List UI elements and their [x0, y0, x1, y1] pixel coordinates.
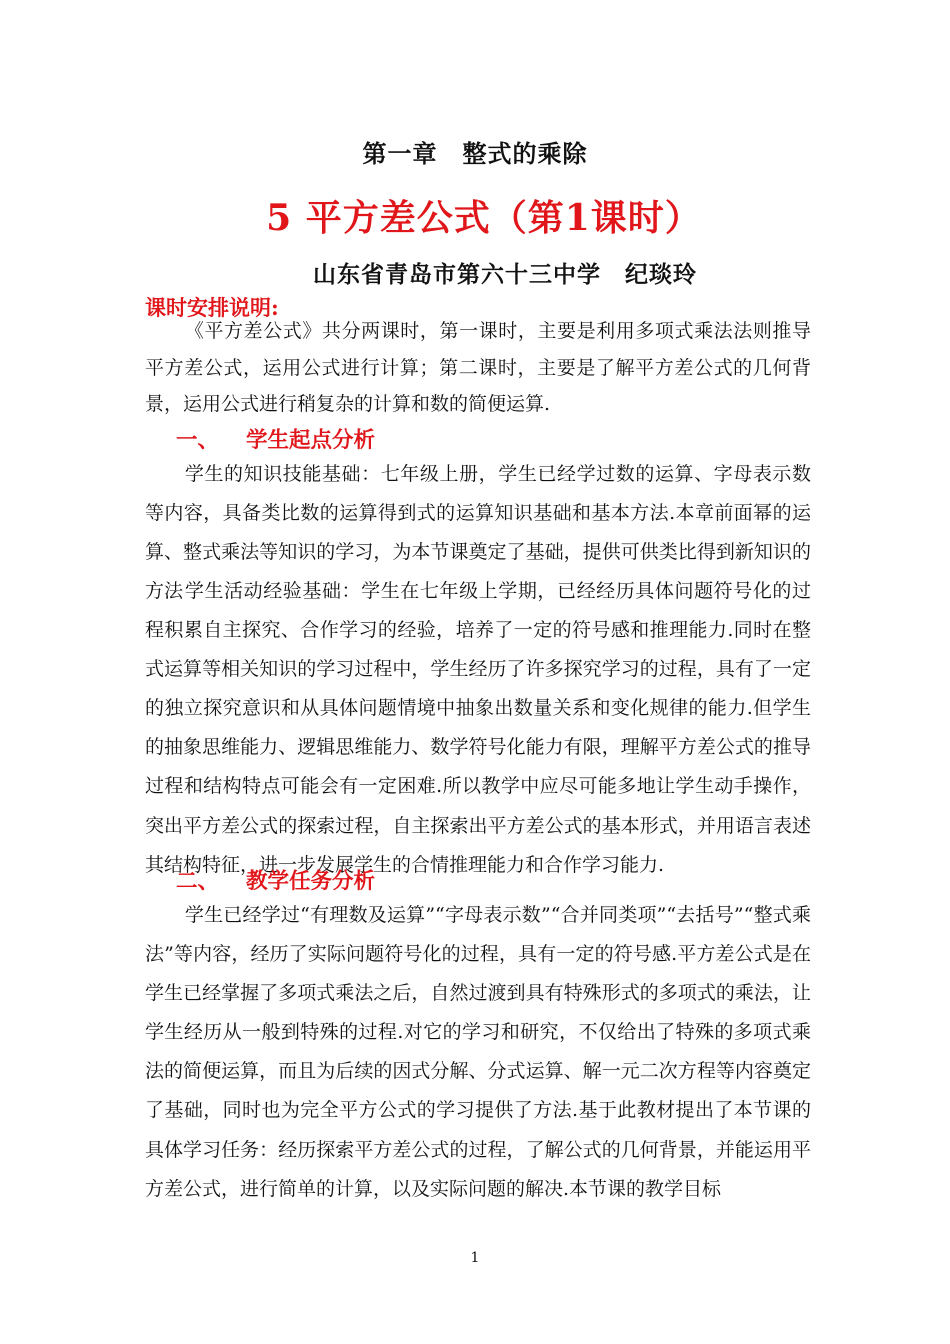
lesson-title: 5 平方差公式（第1课时）: [266, 197, 702, 239]
section-1-title: 学生起点分析: [246, 428, 376, 453]
section-1-heading: [176, 423, 375, 454]
section-1-paragraph-1: 学生的知识技能基础：七年级上册，学生已经学过数的运算、字母表示数等内容，具备类比数的运算得到式的运算知识基础和基本方法.本章前面幂的运算、整式乘法等知识的学习，为本节课奠定了基础，提供可供类比得到新知识的方法: [145, 463, 811, 603]
section-2-title: 教学任务分析: [246, 869, 376, 894]
chapter-title: 第一章 整式的乘除: [362, 139, 588, 168]
page-number: 1: [470, 1250, 480, 1266]
section-1-number: 一、: [176, 428, 220, 453]
schedule-label: 课时安排说明:: [145, 295, 279, 320]
section-2-paragraph-1: 学生已经学过“有理数及运算”“字母表示数”“合并同类项”“去括号”“整式乘法”等内容，经历了实际问题符号化的过程，具有一定的符号感.平方差公式是在学生已经掌握了多项式乘法之后，自然过渡到具有特殊形式的多项式的乘法，让学生经历从一般到特殊的过程.对它的学习和研究，不仅给出了特殊的多项式乘法的简便运算，而且为后续的因式分解、分式运算、解一元二次方程等内容奠定了基础，同时也为完全平方公式的学习提供了方法.基于此教材提出了本节课的具体学习任务：经历探索平方差公式的过程，了解公式的几何背景，并能运用平方差公式，进行简单的计算，以及实际问题的解决.本节课的教学目标: [145, 904, 811, 1200]
section-2-number: 二、: [176, 869, 220, 894]
schedule-paragraph: 《平方差公式》共分两课时，第一课时，主要是利用多项式乘法法则推导平方差公式，运用公式进行计算；第二课时，主要是了解平方差公式的几何背景，运用公式进行稍复杂的计算和数的简便运算.: [145, 320, 811, 416]
section-1-paragraph-2: 学生活动经验基础：学生在七年级上学期，已经经历具体问题符号化的过程积累自主探究、合作学习的经验，培养了一定的符号感和推理能力.同时在整式运算等相关知识的学习过程中，学生经历了许多探究学习的过程，具有了一定的独立探究意识和从具体问题情境中抽象出数量关系和变化规律的能力.但学生的抽象思维能力、逻辑思维能力、数学符号化能力有限，理解平方差公式的推导过程和结构特点可能会有一定困难.所以教学中应尽可能多地让学生动手操作，突出平方差公式的探索过程，自主探索出平方差公式的基本形式，并用语言表述其结构特征，进一步发展学生的合情推理能力和合作学习能力.: [145, 580, 811, 876]
section-2-heading: [176, 864, 375, 895]
author-line: 山东省青岛市第六十三中学 纪琰玲: [313, 261, 697, 288]
